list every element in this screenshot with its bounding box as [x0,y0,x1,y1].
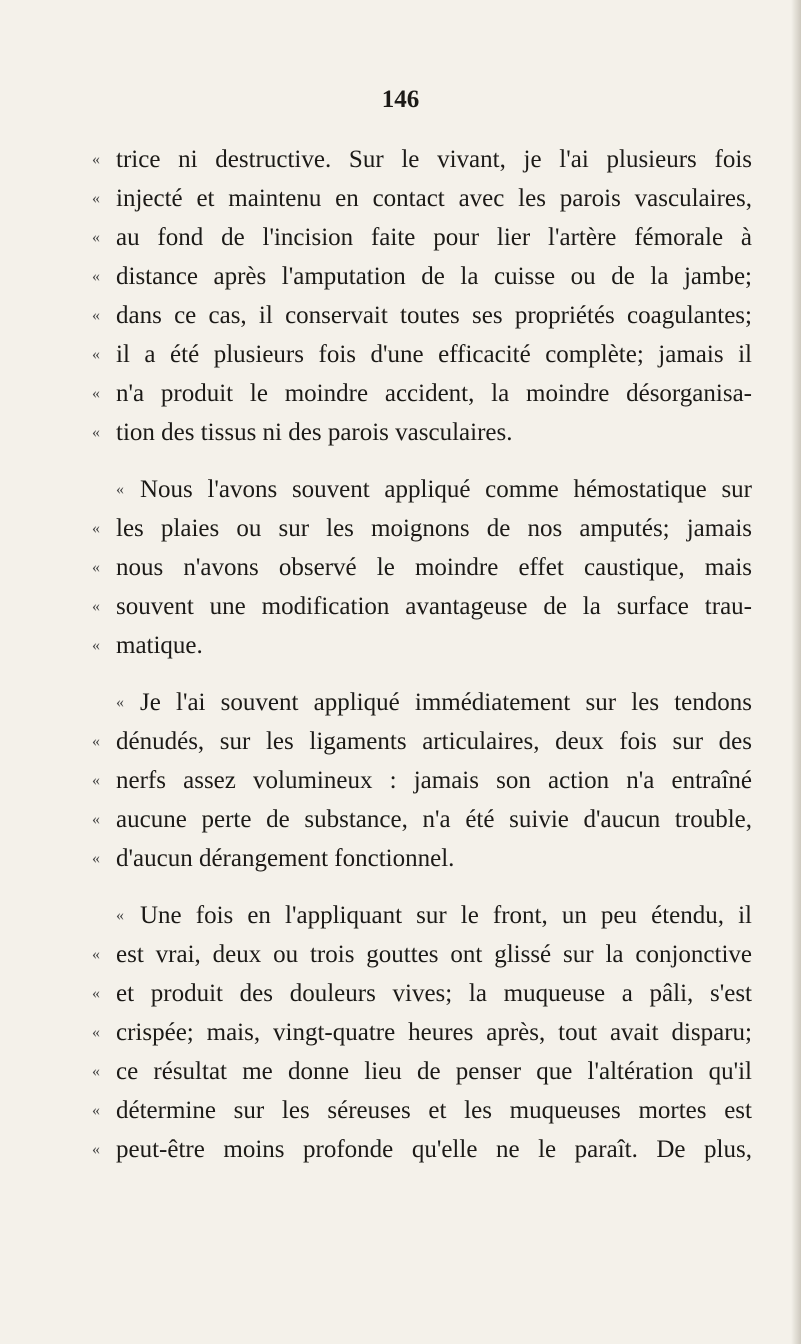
quote-mark: « [116,694,124,711]
quote-mark: « [92,772,100,789]
line-text: matique. [116,632,203,659]
line-text: trice ni destructive. Sur le vivant, je l'ai plusieurs fois [116,146,752,173]
text-line [92,374,752,413]
line-text: Je l'ai souvent appliqué immédiatement sur les tendons [140,689,752,716]
quote-mark: « [92,985,100,1002]
quote-mark: « [116,481,124,498]
line-text: nerfs assez volumineux : jamais son action n'a entraîné [116,767,752,794]
quote-mark: « [92,346,100,363]
line-text: au fond de l'incision faite pour lier l'artère fémorale à [116,224,752,251]
text-line [92,413,752,452]
line-text: dénudés, sur les ligaments articulaires, deux fois sur des [116,728,752,755]
paragraph-gap [92,665,752,683]
paragraph-gap [92,878,752,896]
line-text: d'aucun dérangement fonctionnel. [116,845,455,872]
text-line [92,179,752,218]
text-line [92,761,752,800]
text-line [92,974,752,1013]
quote-mark: « [92,850,100,867]
text-line [92,548,752,587]
line-text: peut-être moins profonde qu'elle ne le paraît. De plus, [116,1136,752,1163]
text-line [92,1091,752,1130]
text-line [92,1013,752,1052]
text-line [92,839,752,878]
line-text: détermine sur les séreuses et les muqueuses mortes est [116,1097,752,1124]
line-text: tion des tissus ni des parois vasculaires. [116,419,513,446]
text-line [92,722,752,761]
line-text: crispée; mais, vingt-quatre heures après, tout avait disparu; [116,1019,752,1046]
quote-mark: « [116,907,124,924]
quote-mark: « [92,307,100,324]
text-line [92,470,752,509]
body-text [92,140,752,1169]
page-edge-shadow [791,0,801,1344]
line-text: et produit des douleurs vives; la muqueuse a pâli, s'est [116,980,752,1007]
line-text: aucune perte de substance, n'a été suivie d'aucun trouble, [116,806,752,833]
text-line [92,935,752,974]
line-text: il a été plusieurs fois d'une efficacité complète; jamais il [116,341,752,368]
text-line [92,1130,752,1169]
quote-mark: « [92,1024,100,1041]
line-text: injecté et maintenu en contact avec les parois vasculaires, [116,185,752,212]
text-line [92,626,752,665]
quote-mark: « [92,520,100,537]
line-text: est vrai, deux ou trois gouttes ont glissé sur la conjonctive [116,941,752,968]
quote-mark: « [92,811,100,828]
quote-mark: « [92,559,100,576]
text-line [92,296,752,335]
line-text: Nous l'avons souvent appliqué comme hémostatique sur [140,476,752,503]
line-text: n'a produit le moindre accident, la moindre désorganisa- [116,380,752,407]
quote-mark: « [92,637,100,654]
quote-mark: « [92,1063,100,1080]
quote-mark: « [92,946,100,963]
text-line [92,587,752,626]
quote-mark: « [92,385,100,402]
quote-mark: « [92,733,100,750]
quote-mark: « [92,268,100,285]
line-text: souvent une modification avantageuse de la surface trau- [116,593,752,620]
line-text: dans ce cas, il conservait toutes ses propriétés coagulantes; [116,302,752,329]
text-line [92,140,752,179]
text-line [92,896,752,935]
text-line [92,509,752,548]
line-text: distance après l'amputation de la cuisse ou de la jambe; [116,263,752,290]
quote-mark: « [92,1141,100,1158]
text-line [92,335,752,374]
line-text: les plaies ou sur les moignons de nos amputés; jamais [116,515,752,542]
text-line [92,257,752,296]
text-line [92,683,752,722]
quote-mark: « [92,151,100,168]
quote-mark: « [92,598,100,615]
paragraph-gap [92,452,752,470]
quote-mark: « [92,229,100,246]
page-number: 146 [381,86,420,113]
text-line [92,218,752,257]
text-line [92,1052,752,1091]
line-text: nous n'avons observé le moindre effet caustique, mais [116,554,752,581]
text-line [92,800,752,839]
quote-mark: « [92,1102,100,1119]
line-text: Une fois en l'appliquant sur le front, un peu étendu, il [140,902,752,929]
quote-mark: « [92,424,100,441]
quote-mark: « [92,190,100,207]
line-text: ce résultat me donne lieu de penser que l'altération qu'il [116,1058,752,1085]
